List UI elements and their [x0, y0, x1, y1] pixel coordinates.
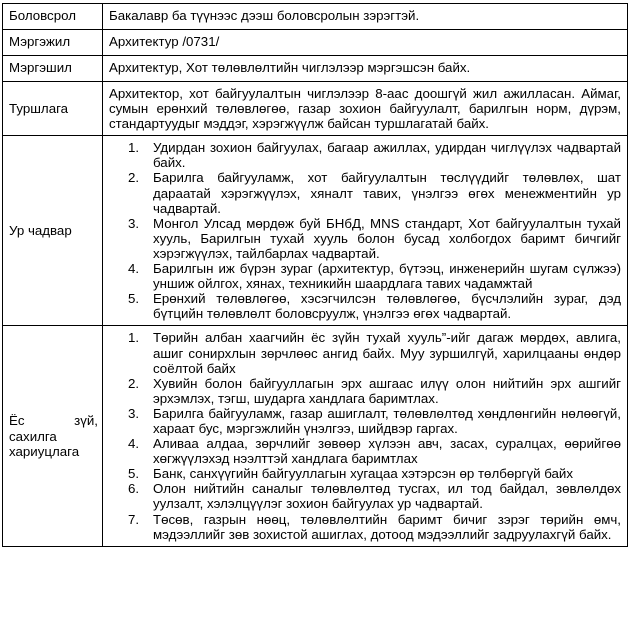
list-item-text: Олон нийтийн саналыг төлөвлөлтөд тусгах, ил тод байдал, зөвлөлдөх уулзалт, хэлэлцүүлэг зохион байгуулах ур чадвартай. — [153, 481, 621, 512]
specialization-value: Архитектур, Хот төлөвлөлтийн чиглэлээр мэргэшсэн байх. — [103, 56, 628, 82]
experience-value: Архитектор, хот байгуулалтын чиглэлээр 8-аас доошгүй жил ажилласан. Аймаг, сумын ерөнхий төлөвлөгөө, газар зохион байгуулалт, барилгын норм, дүрэм, стандартуудыг мэддэг, хэрэгжүүлж байсан туршлагатай байх. — [103, 82, 628, 136]
profession-label: Мэргэжил — [3, 30, 103, 56]
experience-label: Туршлага — [3, 82, 103, 136]
row-ethics — [3, 326, 628, 546]
list-item-number: 2. — [128, 170, 140, 186]
ethics-value — [103, 326, 628, 546]
ethics-label-line-2: сахилга — [9, 428, 57, 444]
row-competence — [3, 136, 628, 326]
list-item-number: 7. — [128, 511, 140, 527]
list-item — [109, 170, 621, 215]
list-item — [109, 406, 621, 436]
list-item-number: 1. — [128, 140, 140, 156]
row-specialization — [3, 56, 628, 82]
specialization-label: Мэргэшил — [3, 56, 103, 82]
list-item — [109, 330, 621, 375]
ethics-label-line-3: хариуцлага — [9, 443, 80, 459]
list-item-text: Барилга байгууламж, хот байгуулалтын төслүүдийг төлөвлөх, шат дараатай хэрэгжүүлэх, хяналт тавих, үнэлгээ өгөх менежментийн ур чадвартай. — [153, 170, 621, 216]
list-item-text: Төрийн албан хаагчийн ёс зүйн тухай хууль”-ийг дагаж мөрдөх, авлига, ашиг сонирхлын зөрчлөөс ангид байх. Муу зуршилгүй, харилцааны өндөр соёлтой байх — [153, 330, 621, 376]
ethics-label-word-2: зүй, — [74, 413, 98, 429]
list-item-number: 6. — [128, 481, 140, 497]
profession-value: Архитектур /0731/ — [103, 30, 628, 56]
list-item — [109, 291, 621, 321]
row-profession — [3, 30, 628, 56]
list-item — [109, 512, 621, 542]
list-item-number: 4. — [128, 261, 140, 277]
list-item-number: 3. — [128, 405, 140, 421]
list-item-text: Төсөв, газрын нөөц, төлөвлөлтийн баримт бичиг зэрэг төрийн өмч, мэдээллийг зөв зохистой ашиглах, дотоод мэдээллийг задруулахгүй байх. — [153, 511, 621, 542]
list-item — [109, 216, 621, 261]
education-value: Бакалавр ба түүнээс дээш боловсролын зэрэгтэй. — [103, 4, 628, 30]
competence-label: Ур чадвар — [3, 136, 103, 326]
list-item-number: 2. — [128, 375, 140, 391]
list-item — [109, 376, 621, 406]
list-item-text: Монгол Улсад мөрдөж буй БНбД, MNS стандарт, Хот байгуулалтын тухай хууль, Барилгын тухай хууль болон бусад холбогдох баримт бичгийг хэрэгжүүлэх, тайлбарлах чадвартай. — [153, 215, 621, 261]
requirements-table — [2, 3, 628, 547]
list-item-text: Банк, санхүүгийн байгууллагын хугацаа хэтэрсэн өр төлбөргүй байх — [153, 466, 574, 482]
list-item-text: Хувийн болон байгууллагын эрх ашгаас илүү олон нийтийн эрх ашгийг эрхэмлэх, тэгш, шударга хандлага баримтлах. — [153, 375, 621, 406]
list-item-text: Барилгын иж бүрэн зураг (архитектур, бүтээц, инженерийн шугам сүлжээ) уншиж ойлгох, хянах, техникийн шаардлага тавих чадамжтай — [153, 261, 621, 292]
competence-value — [103, 136, 628, 326]
list-item — [109, 140, 621, 170]
ethics-label — [3, 326, 103, 546]
row-experience — [3, 82, 628, 136]
list-item-number: 5. — [128, 466, 140, 482]
list-item — [109, 261, 621, 291]
list-item-number: 5. — [128, 291, 140, 307]
ethics-list — [109, 330, 621, 541]
education-label: Боловсрол — [3, 4, 103, 30]
ethics-label-word-1: Ёс — [9, 413, 25, 429]
list-item — [109, 481, 621, 511]
competence-list — [109, 140, 621, 321]
list-item — [109, 436, 621, 466]
list-item-text: Аливаа алдаа, зөрчлийг зөвөөр хүлээн авч, засах, суралцах, өөрийгөө хөгжүүлэхэд нээлттэй хандлага баримтлах — [153, 436, 621, 467]
list-item-number: 1. — [128, 330, 140, 346]
list-item-number: 4. — [128, 436, 140, 452]
list-item — [109, 466, 621, 481]
list-item-text: Барилга байгууламж, газар ашиглалт, төлөвлөлтөд хөндлөнгийн нөлөөгүй, хараат бус, мэргэжлийн үнэлгээ, шийдвэр гаргах. — [153, 405, 621, 436]
list-item-number: 3. — [128, 215, 140, 231]
row-education — [3, 4, 628, 30]
list-item-text: Ерөнхий төлөвлөгөө, хэсэгчилсэн төлөвлөгөө, бүсчлэлийн зураг, дэд бүтцийн төлөвлөлт боловсруулж, үнэлгээ өгөх чадвартай. — [153, 291, 621, 322]
list-item-text: Удирдан зохион байгуулах, багаар ажиллах, удирдан чиглүүлэх чадвартай байх. — [153, 140, 621, 171]
